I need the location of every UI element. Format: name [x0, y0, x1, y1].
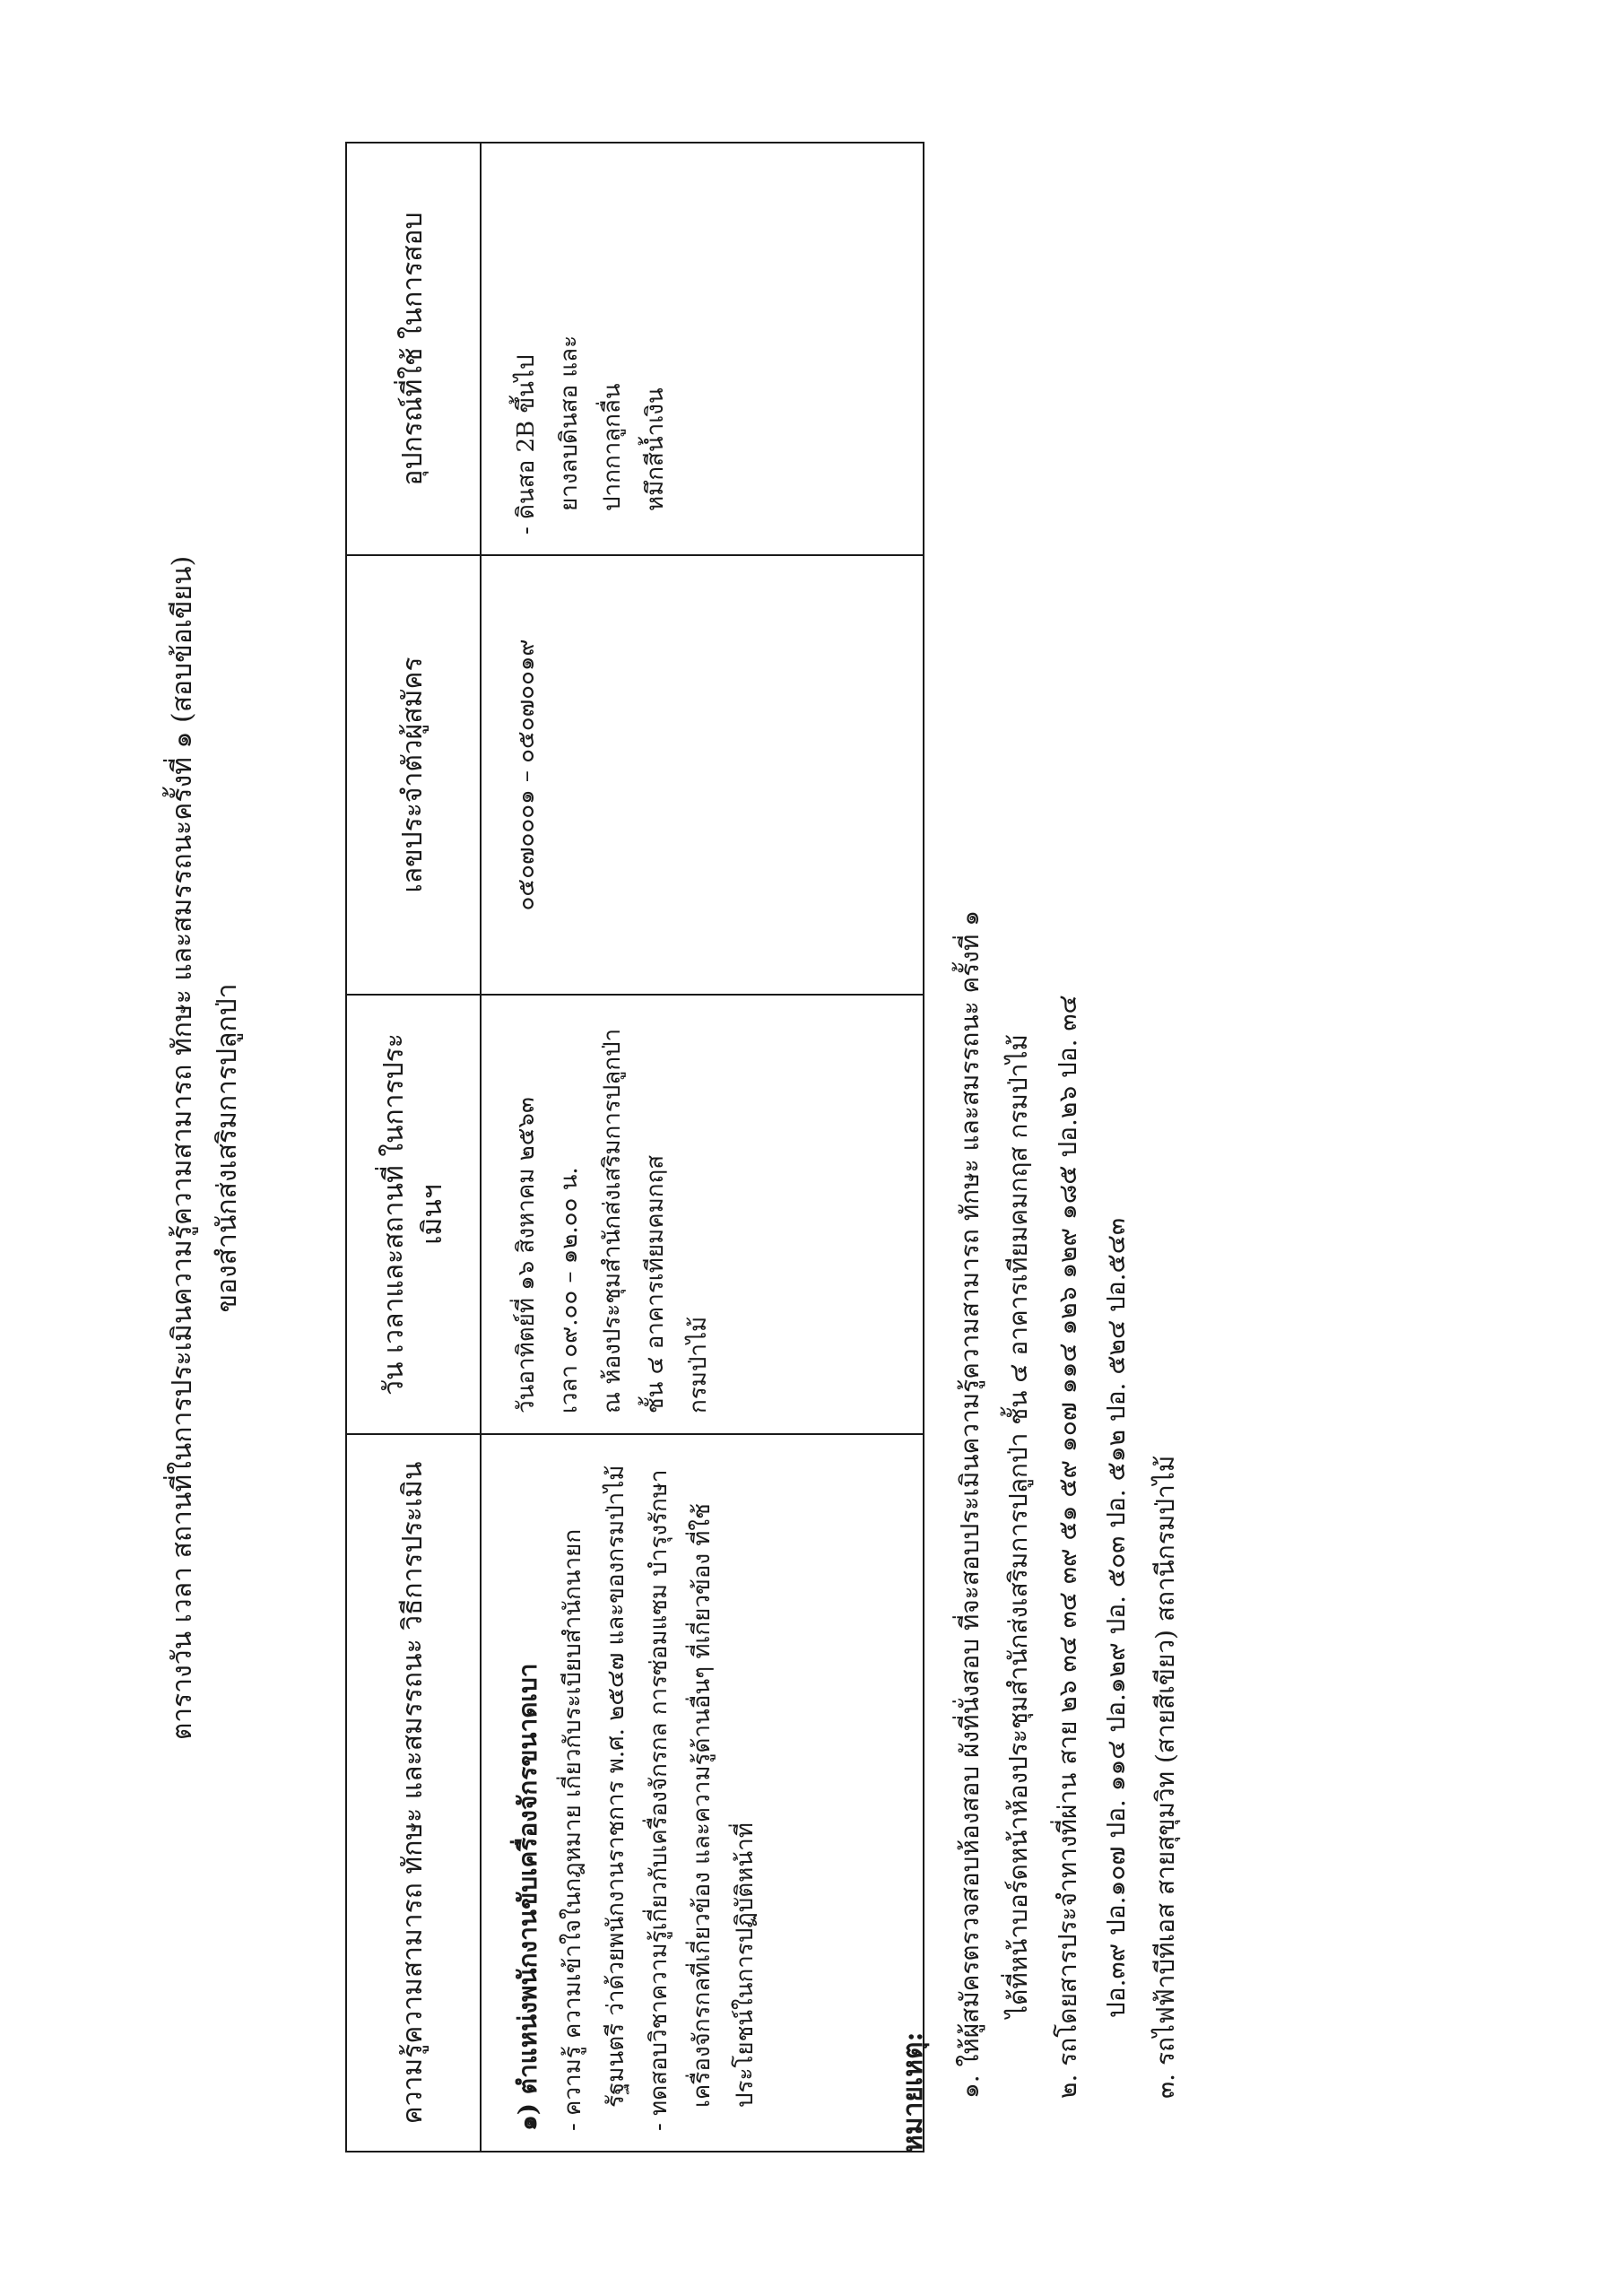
cell-competency [481, 1434, 924, 2152]
cell-equipment [481, 143, 924, 555]
header-applicant-ids: เลขประจำตัวผู้สมัคร [346, 555, 481, 995]
header-equipment: อุปกรณ์ที่ใช้ ในการสอบ [346, 143, 481, 555]
equipment-ink: หมึกสีน้ำเงิน [642, 387, 670, 511]
note-3: ๓. รถไฟฟ้าบีทีเอส สายสุขุมวิท (สายสีเขียว) สถานีกรมป่าไม้ [1150, 1455, 1180, 2099]
document-subtitle: ของสำนักส่งเสริมการปลูกป่า [212, 983, 243, 1313]
cell-applicant-ids: ๐๕๐๗๐๐๐๑ – ๐๕๐๗๐๐๑๙ [481, 555, 924, 995]
note-item [1141, 135, 1191, 2152]
note-item [1044, 135, 1141, 2152]
header-competency: ความรู้ความสามารถ ทักษะ และสมรรถนะ วิธีการประเมิน [346, 1434, 481, 2152]
notes-section [888, 135, 1190, 2152]
exam-date: วันอาทิตย์ที่ ๑๖ สิงหาคม ๒๕๖๓ [513, 1097, 540, 1413]
exam-place-building: ชั้น ๔ อาคารเทียมคมกฤส [642, 1154, 670, 1413]
equipment-pencil: - ดินสอ 2B ขึ้นไป [513, 354, 540, 535]
cell-datetime-place [481, 995, 924, 1434]
exam-place-department: กรมป่าไม้ [685, 1316, 713, 1413]
exam-time: เวลา ๐๙.๐๐ – ๑๒.๐๐ น. [556, 1167, 584, 1413]
table-header-row [346, 143, 481, 2152]
knowledge-item: - ความรู้ ความเข้าใจในกฎหมาย เกี่ยวกับระเบียบสำนักนายกรัฐมนตรี ว่าด้วยพนักงานราชการ พ.ศ. ๒๕๔๗ และของกรมป่าไม้ [559, 1465, 629, 2131]
header-datetime-place: วัน เวลาและสถานที่ ในการประเมินฯ [346, 995, 481, 1434]
exam-place-room: ณ ห้องประชุมสำนักส่งเสริมการปลูกป่า [599, 1028, 627, 1413]
note-2-line-1: ๒. รถโดยสารประจำทางที่ผ่าน สาย ๒๖ ๓๔ ๓๔ ๓๙ ๕๑ ๕๙ ๑๐๗ ๑๑๔ ๑๒๖ ๑๒๙ ๑๘๕ ปอ.๒๖ ปอ. ๓๔ [1052, 995, 1082, 2099]
note-1-line-1: ๑. ให้ผู้สมัครตรวจสอบห้องสอบ ผังที่นั่งสอบ ที่จะสอบประเมินความรู้ความสามารถ ทักษะ และสมรรถนะ ครั้งที่ ๑ [954, 910, 985, 2099]
note-item [946, 135, 1044, 2152]
notes-heading: หมายเหตุ: [898, 2031, 929, 2152]
equipment-eraser: ยางลบดินสอ และ [556, 335, 584, 511]
document-title: ตารางวัน เวลา สถานที่ในการประเมินความรู้ความสามารถ ทักษะ และสมรรถนะครั้งที่ ๑ (สอบข้อเขียน) [167, 555, 198, 1741]
note-1-line-2: ได้ที่หน้าบอร์ดหน้าห้องประชุมสำนักส่งเสริมการปลูกป่า ชั้น ๔ อาคารเทียมคมกฤส กรมป่าไม้ [1003, 1034, 1034, 2018]
schedule-table [345, 142, 924, 2152]
position-title: ๑) ตำแหน่งพนักงานขับเครื่องจักรขนาดเบา [513, 1663, 542, 2131]
note-2-line-2: ปอ.๓๙ ปอ.๑๐๗ ปอ. ๑๑๔ ปอ.๑๒๙ ปอ. ๕๐๓ ปอ. ๕๑๒ ปอ. ๕๒๔ ปอ.๕๔๓ [1101, 1217, 1132, 2018]
test-item: - ทดสอบวิชาความรู้เกี่ยวกับเครื่องจักรกล การซ่อมแซม บำรุงรักษาเครื่องจักรกลที่เกี่ยวข้อง และความรู้ด้านอื่นๆ ที่เกี่ยวข้อง ที่ใช้ประโยชน์ในการปฏิบัติหน้าที่ [645, 1469, 759, 2131]
table-row [481, 143, 924, 2152]
equipment-pen: ปากกาลูกลื่น [599, 383, 627, 511]
